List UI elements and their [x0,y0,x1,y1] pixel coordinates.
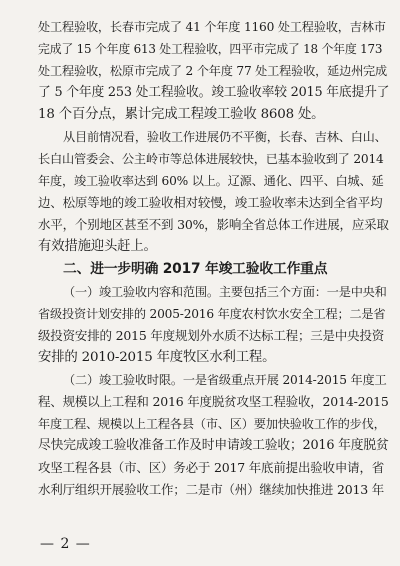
text-line: 水平，个别地区甚至不到 30%，影响全省总体工作进展，应采取 [38,217,389,232]
text-line: 长白山管委会、公主岭市等总体进展较快，已基本验收到了 2014 [38,152,384,166]
text-line: 有效措施迎头赶上。 [38,239,157,254]
text-line: 级投资安排的 2015 年度规划外水质不达标工程；三是中央投资 [38,328,385,343]
text-line: 处工程验收，松原市完成了 2 个年度 77 处工程验收，延边州完成 [38,64,388,78]
text-line: 年度工程、规模以上工程各县（市、区）要加快验收工作的步伐， [38,417,386,431]
text-line: 安排的 2010-2015 年度牧区水利工程。 [38,350,276,365]
text-line: 了 5 个年度 253 处工程验收。竣工验收率较 2015 年底提升了 [38,85,390,100]
text-line: 完成了 15 个年度 613 处工程验收，四平市完成了 18 个年度 173 [38,42,383,56]
text-line: 尽快完成竣工验收准备工作及时申请竣工验收；2016 年度脱贫 [38,438,389,453]
text-line: 程、规模以上工程和 2016 年度脱贫攻坚工程验收，2014-2015 [38,394,389,409]
section-heading: 二、进一步明确 2017 年竣工验收工作重点 [63,261,328,277]
text-line: （一）竣工验收内容和范围。主要包括三个方面：一是中央和 [63,285,387,299]
page-number: — 2 — [40,536,91,552]
text-line: 从目前情况看，验收工作进展仍不平衡，长春、吉林、白山、 [63,130,387,144]
text-line: 边、松原等地的竣工验收相对较慢，竣工验收率未达到全省平均 [38,195,383,210]
text-line: 年度，竣工验收率达到 60% 以上。辽源、通化、四平、白城、延 [38,174,384,188]
text-line: 攻坚工程各县（市、区）务必于 2017 年底前提出验收申请，省 [38,460,385,475]
text-line: 水利厅组织开展验收工作；二是市（州）继续加快推进 2013 年 [38,482,385,497]
text-line: （二）竣工验收时限。一是省级重点开展 2014-2015 年度工 [63,373,387,387]
text-line: 处工程验收，长春市完成了 41 个年度 1160 处工程验收，吉林市 [38,20,386,34]
text-line: 18 个百分点，累计完成工程竣工验收 8608 处。 [38,107,325,122]
text-line: 省级投资计划安排的 2005-2016 年度农村饮水安全工程；二是省 [38,307,386,321]
